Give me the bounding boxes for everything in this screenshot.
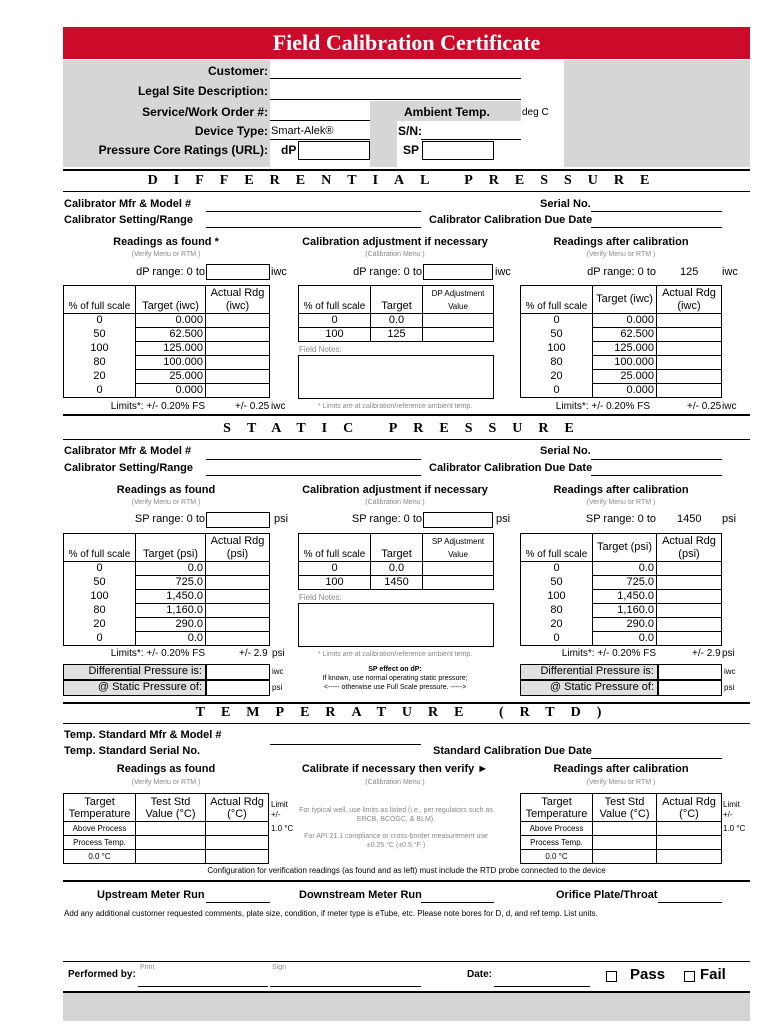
dp-limit-unit-2: iwc <box>722 401 737 412</box>
dp-limit-value: +/- 0.25 <box>235 401 270 412</box>
temp-row-label: 0.0 °C <box>64 850 136 864</box>
pct-cell: 80 <box>521 356 593 370</box>
actual-cell[interactable] <box>206 342 270 356</box>
pct-cell: 0 <box>64 314 136 328</box>
actual-cell[interactable] <box>206 356 270 370</box>
sp-cal-setting-label: Calibrator Setting/Range <box>64 462 193 474</box>
target-header: Target (iwc) <box>136 286 206 314</box>
temp-row-label: Above Process <box>521 822 593 836</box>
dp-cal-due-label: Calibrator Calibration Due Date <box>429 214 593 226</box>
actual-cell[interactable] <box>657 632 722 646</box>
pct-cell: 0 <box>64 384 136 398</box>
temp-limit-line1: Limit <box>271 800 288 809</box>
test-header: Test Std Value (°C) <box>593 794 657 822</box>
temp-limit-line3: 1.0 °C <box>271 824 294 833</box>
target-header: Target <box>371 286 423 314</box>
sp-adjust-table <box>298 533 494 590</box>
target-cell: 0.0 <box>371 562 423 576</box>
static-of-input[interactable] <box>206 680 270 696</box>
actual-cell[interactable] <box>206 562 270 576</box>
dp-cal-due-field[interactable] <box>591 227 722 228</box>
dp-serial-field[interactable] <box>591 211 722 212</box>
pct-cell: 0 <box>521 562 593 576</box>
target-cell: 0.000 <box>593 314 657 328</box>
sp-section-title: STATIC PRESSURE <box>223 421 590 436</box>
pct-cell: 0 <box>64 562 136 576</box>
footer-bar <box>63 991 750 1021</box>
test-cell[interactable] <box>593 836 657 850</box>
downstream-field[interactable] <box>421 902 494 903</box>
actual-cell[interactable] <box>206 576 270 590</box>
actual-cell[interactable] <box>657 342 722 356</box>
actual-cell[interactable] <box>206 370 270 384</box>
temp-row-label: Above Process <box>64 822 136 836</box>
pct-header: % of full scale <box>64 534 136 562</box>
actual-cell[interactable] <box>657 370 722 384</box>
dp-verify-note: (Verify Menu or RTM ) <box>131 251 201 258</box>
dp-limit-unit: iwc <box>271 401 286 412</box>
pct-cell: 0 <box>64 632 136 646</box>
sp-range-label-3: SP range: 0 to <box>585 513 656 525</box>
comments-note: Add any additional customer requested comments, plate size, condition, if meter type is eTube, etc. Please note bores for D, d, and ref temp. List units. <box>64 909 598 918</box>
divider <box>63 702 750 704</box>
sp-verify-note: (Verify Menu or RTM ) <box>131 499 201 506</box>
ambient-temp-label: Ambient Temp. <box>404 105 490 119</box>
pct-cell: 20 <box>64 618 136 632</box>
target-cell: 0.0 <box>371 314 423 328</box>
target-header: Target <box>371 534 423 562</box>
target-cell: 1,160.0 <box>136 604 206 618</box>
dp-serial-label: Serial No. <box>540 198 591 210</box>
performed-label: Performed by: <box>68 969 136 980</box>
adj-header: DP Adjustment Value <box>423 286 494 314</box>
sp-limit-unit: psi <box>272 648 285 659</box>
temp-note1: For typical well, use limits as listed (i.e., per regulators such as ERCB, BCOGC, & BLM). <box>299 807 493 823</box>
test-cell[interactable] <box>136 836 206 850</box>
sp-effect-title: SP effect on dP: <box>368 666 422 673</box>
adj-cell[interactable] <box>423 576 494 590</box>
pct-cell: 0 <box>521 314 593 328</box>
temp-std-serial-label: Temp. Standard Serial No. <box>64 745 201 757</box>
pct-cell: 80 <box>64 604 136 618</box>
sp-limits-text: Limits*: +/- 0.20% FS <box>110 648 205 659</box>
dp-unit-3: iwc <box>722 266 738 278</box>
downstream-label: Downstream Meter Run <box>299 889 422 901</box>
service-order-field[interactable] <box>270 120 370 121</box>
service-order-label: Service/Work Order #: <box>142 105 268 119</box>
temp-row-label: 0.0 °C <box>521 850 593 864</box>
pct-header: % of full scale <box>521 534 593 562</box>
sp-core-label: SP <box>403 143 420 157</box>
actual-cell[interactable] <box>206 328 270 342</box>
divider <box>63 414 750 416</box>
actual-header: Actual Rdg (iwc) <box>657 286 722 314</box>
orifice-field[interactable] <box>658 902 722 903</box>
dp-limits-text: Limits*: +/- 0.20% FS <box>110 401 205 412</box>
dp-range-label: dP range: 0 to <box>136 266 205 278</box>
divider <box>63 723 750 724</box>
dp-cal-mfr-field[interactable] <box>206 211 421 212</box>
actual-cell[interactable] <box>657 850 722 864</box>
pct-cell: 20 <box>521 618 593 632</box>
pct-cell: 80 <box>64 356 136 370</box>
target-cell: 100.000 <box>136 356 206 370</box>
temp-config-note: Configuration for verification readings (as found and as left) must include the RTD probe connected to the device <box>207 866 606 875</box>
temp-row-label: Process Temp. <box>521 836 593 850</box>
dp-is-input[interactable] <box>206 664 270 680</box>
dp-cal-mfr-label: Calibrator Mfr & Model # <box>64 198 192 210</box>
sp-cal-mfr-field[interactable] <box>206 459 421 460</box>
print-label: Print <box>140 964 155 971</box>
target-cell: 0.0 <box>593 632 657 646</box>
test-cell[interactable] <box>593 850 657 864</box>
sp-found-heading: Readings as found <box>116 484 216 496</box>
target-header: Target (psi) <box>136 534 206 562</box>
sp-limits-note: * Limits are at calibration/reference ambient temp. <box>317 651 473 658</box>
static-of-unit-2: psi <box>724 683 735 692</box>
target-cell: 62.500 <box>593 328 657 342</box>
sp-field-notes-box[interactable] <box>298 603 494 647</box>
sp-calmenu-note: (Calibration Menu ) <box>365 499 425 506</box>
fail-label: Fail <box>700 966 726 983</box>
sp-cal-due-field[interactable] <box>591 475 722 476</box>
actual-cell[interactable] <box>657 836 722 850</box>
actual-cell[interactable] <box>206 590 270 604</box>
sp-adjust-heading: Calibration adjustment if necessary <box>302 484 488 496</box>
actual-cell[interactable] <box>657 576 722 590</box>
pct-cell: 80 <box>521 604 593 618</box>
sp-after-range-value: 1450 <box>677 513 702 525</box>
sp-range-label-2: SP range: 0 to <box>351 513 422 525</box>
target-cell: 62.500 <box>136 328 206 342</box>
sp-limit-unit-2: psi <box>722 648 735 659</box>
sp-adjust-range-input[interactable] <box>423 512 493 528</box>
test-cell[interactable] <box>593 822 657 836</box>
sign-label: Sign <box>272 964 287 971</box>
actual-cell[interactable] <box>657 590 722 604</box>
target-header: Target Temperature <box>64 794 136 822</box>
actual-cell[interactable] <box>657 328 722 342</box>
target-cell: 1,450.0 <box>593 590 657 604</box>
sp-serial-field[interactable] <box>591 459 722 460</box>
pct-cell: 20 <box>521 370 593 384</box>
sn-label: S/N: <box>398 124 422 138</box>
pct-cell: 100 <box>521 590 593 604</box>
temp-calmenu-note: (Calibration Menu ) <box>365 779 425 786</box>
static-of-input-2[interactable] <box>658 680 722 696</box>
adj-header: SP Adjustment Value <box>423 534 494 562</box>
dp-field-notes-label: Field Notes: <box>299 345 342 354</box>
pct-cell: 0 <box>521 632 593 646</box>
fail-checkbox[interactable] <box>684 971 695 982</box>
actual-cell[interactable] <box>657 604 722 618</box>
adj-cell[interactable] <box>423 328 494 342</box>
pct-header: % of full scale <box>64 286 136 314</box>
sp-unit-2: psi <box>496 513 511 525</box>
legal-site-label: Legal Site Description: <box>137 84 268 98</box>
dp-after-heading: Readings after calibration <box>553 236 689 248</box>
test-cell[interactable] <box>136 850 206 864</box>
temp-std-serial-field[interactable] <box>270 744 421 745</box>
temp-limit-line2-2: +/- <box>723 810 733 819</box>
target-cell: 100.000 <box>593 356 657 370</box>
temp-after-table <box>520 793 722 864</box>
target-cell: 725.0 <box>136 576 206 590</box>
temp-after-heading: Readings after calibration <box>553 763 689 775</box>
target-cell: 25.000 <box>136 370 206 384</box>
upstream-field[interactable] <box>206 902 270 903</box>
target-cell: 1,450.0 <box>136 590 206 604</box>
target-cell: 0.000 <box>593 384 657 398</box>
actual-cell[interactable] <box>206 836 269 850</box>
customer-field[interactable] <box>270 78 521 79</box>
sp-limits-text-2: Limits*: +/- 0.20% FS <box>561 648 656 659</box>
pct-cell: 50 <box>521 328 593 342</box>
divider <box>63 439 750 440</box>
divider <box>63 880 750 882</box>
pass-checkbox[interactable] <box>606 971 617 982</box>
page-title: Field Calibration Certificate <box>272 30 541 55</box>
pct-cell: 100 <box>64 590 136 604</box>
adj-cell[interactable] <box>423 314 494 328</box>
target-cell: 0.0 <box>136 562 206 576</box>
actual-cell[interactable] <box>206 850 269 864</box>
temp-limit-line1-2: Limit <box>723 800 740 809</box>
sp-verify-note-2: (Verify Menu or RTM ) <box>586 499 656 506</box>
sp-unit: psi <box>274 513 289 525</box>
date-label: Date: <box>467 969 493 980</box>
device-type-value: Smart-Alek® <box>271 125 334 137</box>
sp-found-range-input[interactable] <box>206 512 270 528</box>
sp-field-notes-label: Field Notes: <box>299 593 342 602</box>
sp-limit-value-2: +/- 2.9 <box>692 648 721 659</box>
dp-cal-setting-label: Calibrator Setting/Range <box>64 214 193 226</box>
pct-cell: 100 <box>64 342 136 356</box>
pct-cell: 0 <box>299 314 371 328</box>
actual-cell[interactable] <box>657 384 722 398</box>
dp-range-label-2: dP range: 0 to <box>353 266 422 278</box>
pct-cell: 20 <box>64 370 136 384</box>
sp-range-label: SP range: 0 to <box>134 513 205 525</box>
pct-cell: 50 <box>64 328 136 342</box>
sp-limit-value: +/- 2.9 <box>239 648 268 659</box>
target-cell: 25.000 <box>593 370 657 384</box>
target-cell: 0.000 <box>136 384 206 398</box>
legal-site-field[interactable] <box>270 99 521 100</box>
dp-after-table <box>520 285 722 398</box>
pct-cell: 0 <box>521 384 593 398</box>
orifice-label: Orifice Plate/Throat <box>556 889 658 901</box>
actual-cell[interactable] <box>657 314 722 328</box>
pct-header: % of full scale <box>521 286 593 314</box>
pcr-label: Pressure Core Ratings (URL): <box>98 143 268 157</box>
dp-is-unit-2: iwc <box>724 667 736 676</box>
dp-core-field[interactable] <box>298 141 370 160</box>
divider <box>63 169 750 171</box>
static-of-label: @ Static Pressure of: <box>63 680 206 696</box>
target-cell: 1,160.0 <box>593 604 657 618</box>
sp-unit-3: psi <box>722 513 737 525</box>
dp-verify-note-2: (Verify Menu or RTM ) <box>586 251 656 258</box>
divider <box>63 191 750 192</box>
target-header: Target (iwc) <box>593 286 657 314</box>
actual-cell[interactable] <box>657 562 722 576</box>
dp-found-table <box>63 285 270 398</box>
comments-area[interactable] <box>63 921 750 959</box>
dp-field-notes-box[interactable] <box>298 355 494 399</box>
test-header: Test Std Value (°C) <box>136 794 206 822</box>
dp-adjust-range-input[interactable] <box>423 264 493 280</box>
actual-cell[interactable] <box>206 314 270 328</box>
temp-found-heading: Readings as found <box>116 763 216 775</box>
pct-header: % of full scale <box>299 286 371 314</box>
pct-cell: 0 <box>299 562 371 576</box>
upstream-label: Upstream Meter Run <box>97 889 205 901</box>
temp-std-due-label: Standard Calibration Due Date <box>433 745 592 757</box>
print-field[interactable] <box>138 986 268 987</box>
target-cell: 125.000 <box>593 342 657 356</box>
actual-cell[interactable] <box>657 356 722 370</box>
sp-found-table <box>63 533 270 646</box>
dp-cal-setting-field[interactable] <box>206 227 421 228</box>
actual-header: Actual Rdg (°C) <box>657 794 722 822</box>
actual-header: Actual Rdg (psi) <box>657 534 722 562</box>
sp-core-field[interactable] <box>422 141 494 160</box>
temp-verify-note-2: (Verify Menu or RTM ) <box>586 779 656 786</box>
pct-cell: 50 <box>521 576 593 590</box>
header-gray-cell-2 <box>370 121 397 167</box>
static-of-unit: psi <box>272 683 283 692</box>
temp-limit-line2: +/- <box>271 810 281 819</box>
sp-cal-due-label: Calibrator Calibration Due Date <box>429 462 593 474</box>
dp-found-heading: Readings as found * <box>113 236 219 248</box>
temp-section-title: TEMPERATURE (RTD) <box>195 705 618 720</box>
static-of-label-2: @ Static Pressure of: <box>520 680 658 696</box>
pct-cell: 100 <box>299 576 371 590</box>
dp-unit-2: iwc <box>495 266 511 278</box>
temp-calibrate-heading: Calibrate if necessary then verify ► <box>301 763 489 775</box>
target-cell: 290.0 <box>136 618 206 632</box>
device-type-label: Device Type: <box>194 124 268 138</box>
sn-field[interactable] <box>421 139 521 140</box>
target-cell: 290.0 <box>593 618 657 632</box>
sp-effect-line1: If known, use normal operating static pressure; <box>322 675 468 682</box>
actual-header: Actual Rdg (iwc) <box>206 286 270 314</box>
target-cell: 725.0 <box>593 576 657 590</box>
sign-field[interactable] <box>270 986 421 987</box>
dp-core-label: dP <box>281 143 297 157</box>
target-cell: 1450 <box>371 576 423 590</box>
temp-row-label: Process Temp. <box>64 836 136 850</box>
dp-is-label-2: Differential Pressure is: <box>520 664 658 680</box>
dp-is-unit: iwc <box>272 667 284 676</box>
dp-unit: iwc <box>271 266 287 278</box>
dp-after-range-value: 125 <box>680 266 699 278</box>
device-type-field[interactable] <box>270 139 370 140</box>
target-header: Target (psi) <box>593 534 657 562</box>
adj-cell[interactable] <box>423 562 494 576</box>
pass-label: Pass <box>630 966 666 983</box>
target-cell: 125.000 <box>136 342 206 356</box>
dp-limit-value-2: +/- 0.25 <box>687 401 722 412</box>
pct-header: % of full scale <box>299 534 371 562</box>
divider <box>63 961 750 962</box>
dp-range-label-3: dP range: 0 to <box>587 266 656 278</box>
temp-found-table <box>63 793 269 864</box>
actual-cell[interactable] <box>206 822 269 836</box>
customer-label: Customer: <box>207 64 268 78</box>
dp-is-input-2[interactable] <box>658 664 722 680</box>
sp-serial-label: Serial No. <box>540 445 591 457</box>
target-cell: 0.0 <box>593 562 657 576</box>
temp-note2: For API 21.1 compliance or cross-border measurement use ±0.25 °C (±0.5 °F ) <box>304 833 488 849</box>
target-cell: 125 <box>371 328 423 342</box>
actual-cell[interactable] <box>657 822 722 836</box>
dp-found-range-input[interactable] <box>206 264 270 280</box>
dp-section-title: DIFFERENTIAL PRESSURE <box>147 173 666 188</box>
actual-cell[interactable] <box>206 384 270 398</box>
dp-limits-text-2: Limits*: +/- 0.20% FS <box>555 401 650 412</box>
sp-cal-setting-field[interactable] <box>206 475 421 476</box>
sp-after-heading: Readings after calibration <box>553 484 689 496</box>
target-cell: 0.000 <box>136 314 206 328</box>
temp-verify-note: (Verify Menu or RTM ) <box>131 779 201 786</box>
pct-cell: 100 <box>521 342 593 356</box>
pct-cell: 50 <box>64 576 136 590</box>
temp-limit-line3-2: 1.0 °C <box>723 824 746 833</box>
target-header: Target Temperature <box>521 794 593 822</box>
actual-header: Actual Rdg (psi) <box>206 534 270 562</box>
actual-cell[interactable] <box>657 618 722 632</box>
target-cell: 0.0 <box>136 632 206 646</box>
sp-cal-mfr-label: Calibrator Mfr & Model # <box>64 445 192 457</box>
sp-effect-line2: <----- otherwise use Full Scale pressure. -----> <box>323 684 467 691</box>
actual-header: Actual Rdg (°C) <box>206 794 269 822</box>
dp-limits-note: * Limits are at calibration/reference ambient temp. <box>317 403 473 410</box>
actual-cell[interactable] <box>206 632 270 646</box>
test-cell[interactable] <box>136 822 206 836</box>
temp-std-due-field[interactable] <box>591 758 722 759</box>
dp-adjust-table <box>298 285 494 342</box>
temp-std-mfr-label: Temp. Standard Mfr & Model # <box>64 729 222 741</box>
sp-after-table <box>520 533 722 646</box>
ambient-unit: deg C <box>522 107 549 118</box>
dp-calmenu-note: (Calibration Menu ) <box>365 251 425 258</box>
actual-cell[interactable] <box>206 604 270 618</box>
dp-adjust-heading: Calibration adjustment if necessary <box>302 236 488 248</box>
dp-is-label: Differential Pressure is: <box>63 664 206 680</box>
pct-cell: 100 <box>299 328 371 342</box>
actual-cell[interactable] <box>206 618 270 632</box>
date-field[interactable] <box>494 986 590 987</box>
